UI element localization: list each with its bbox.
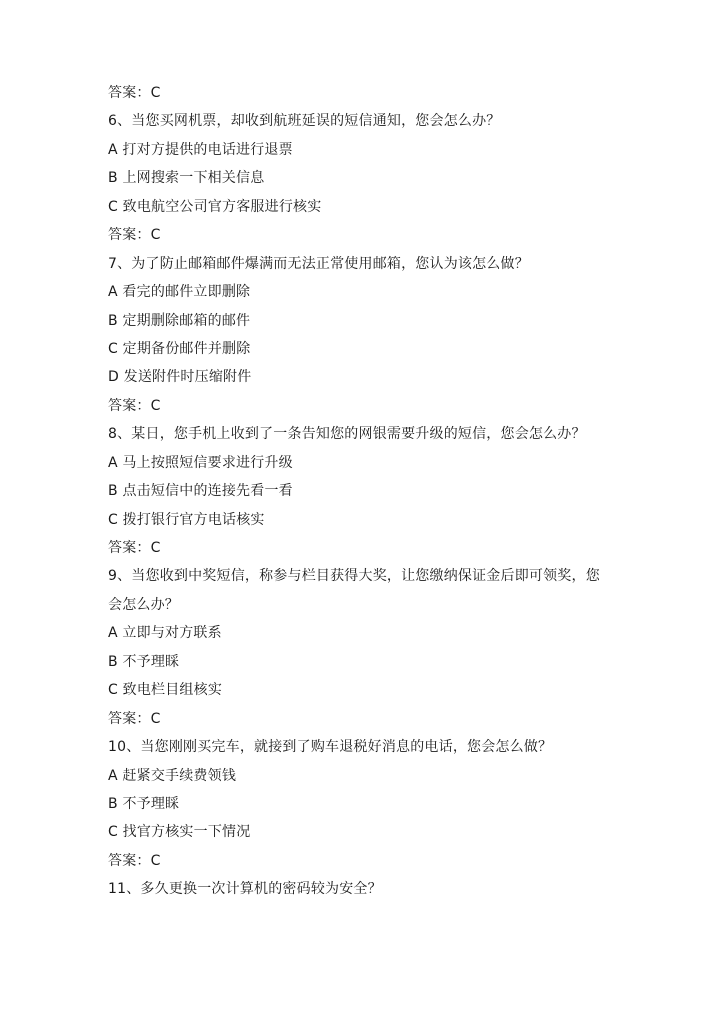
answer-line: 答案：C xyxy=(108,710,161,727)
question-11: 11、多久更换一次计算机的密码较为安全？ xyxy=(108,881,382,898)
answer-line: 答案：C xyxy=(108,540,161,556)
option-a: A 打对方提供的电话进行退票 xyxy=(108,141,293,158)
option-a: A 赶紧交手续费领钱 xyxy=(108,767,237,784)
option-b: B 上网搜索一下相关信息 xyxy=(108,170,265,187)
option-a: A 立即与对方联系 xyxy=(108,625,222,642)
option-b: B 定期删除邮箱的邮件 xyxy=(108,312,251,329)
question-9: 9、当您收到中奖短信，称参与栏目获得大奖，让您缴纳保证金后即可领奖，您 xyxy=(108,568,600,585)
question-10: 10、当您刚刚买完车，就接到了购车退税好消息的电话，您会怎么做？ xyxy=(108,739,553,756)
option-c: C 致电航空公司官方客服进行核实 xyxy=(108,198,322,215)
answer-line: 答案：C xyxy=(108,227,161,244)
option-a: A 看完的邮件立即删除 xyxy=(108,284,251,301)
question-7: 7、为了防止邮箱邮件爆满而无法正常使用邮箱，您认为该怎么做？ xyxy=(108,255,529,272)
document-page xyxy=(108,79,628,904)
option-d: D 发送附件时压缩附件 xyxy=(108,369,252,386)
option-a: A 马上按照短信要求进行升级 xyxy=(108,454,293,471)
answer-line: 答案：C xyxy=(108,852,161,869)
question-8: 8、某日，您手机上收到了一条告知您的网银需要升级的短信，您会怎么办？ xyxy=(108,426,586,443)
answer-line: 答案：C xyxy=(108,397,161,414)
option-b: B 不予理睬 xyxy=(108,653,180,670)
option-b: B 点击短信中的连接先看一看 xyxy=(108,483,293,500)
option-c: C 拨打银行官方电话核实 xyxy=(108,511,265,528)
question-6: 6、当您买网机票，却收到航班延误的短信通知，您会怎么办？ xyxy=(108,113,501,130)
option-b: B 不予理睬 xyxy=(108,795,180,812)
question-9-continued: 会怎么办？ xyxy=(108,596,179,613)
answer-line: 答案：C xyxy=(108,85,161,101)
option-c: C 致电栏目组核实 xyxy=(108,682,223,699)
option-c: C 定期备份邮件并删除 xyxy=(108,340,251,357)
option-c: C 找官方核实一下情况 xyxy=(108,824,251,841)
